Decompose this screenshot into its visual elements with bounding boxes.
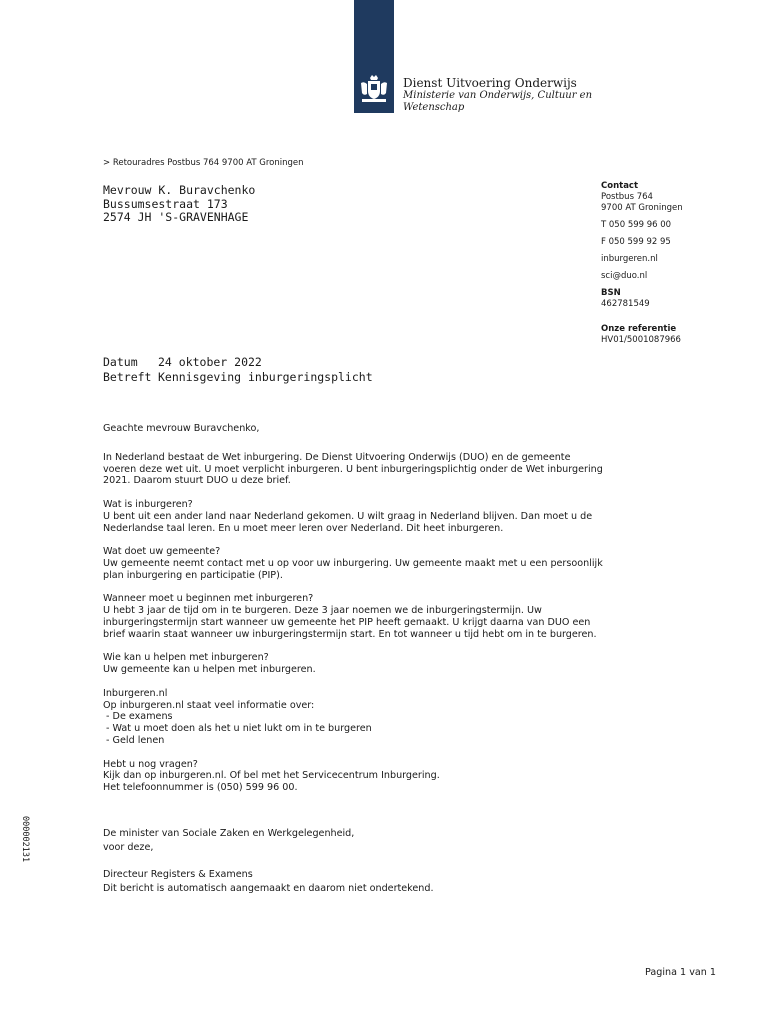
section-text-when: U hebt 3 jaar de tijd om in te burgeren. Deze 3 jaar noemen we de inburgeringstermijn. Uw inburgeringstermijn start wanneer uw gemeente het PIP heeft gemaakt. U krijgt daarna van DUO een brief waarin staat wanneer uw inburgeringstermijn start. En tot wanneer u tijd hebt om in te burgeren. — [103, 605, 597, 640]
ministry-name-line2: Wetenschap — [403, 102, 465, 113]
section-text-questions-line1: Kijk dan op inburgeren.nl. Of bel met het Servicecentrum Inburgering. — [103, 770, 440, 782]
contact-heading: Contact — [601, 181, 639, 191]
closing-line-notice: Dit bericht is automatisch aangemaakt en daarom niet ondertekend. — [103, 882, 434, 894]
section-text-inburgeren-nl: Op inburgeren.nl staat veel informatie over: — [103, 699, 315, 711]
contact-website-link[interactable]: inburgeren.nl — [601, 254, 658, 264]
royal-crest-icon — [358, 74, 390, 104]
org-name: Dienst Uitvoering Onderwijs — [403, 76, 577, 90]
section-heading-questions: Hebt u nog vragen? — [103, 758, 198, 770]
closing-line-minister: De minister van Sociale Zaken en Werkgelegenheid, — [103, 828, 355, 839]
section-text-what-is: U bent uit een ander land naar Nederland gekomen. U wilt graag in Nederland blijven. Dan moet u de Nederlandse taal leren. En u moet meer leren over Nederland. Dit heet inburgeren. — [103, 510, 593, 534]
contact-postal-city: 9700 AT Groningen — [601, 203, 683, 213]
section-text-questions-line2: Het telefoonnummer is (050) 599 96 00. — [103, 782, 298, 794]
bsn-label: BSN — [601, 288, 621, 298]
closing-line-director: Directeur Registers & Examens — [103, 869, 253, 880]
page-number: Pagina 1 van 1 — [645, 967, 716, 978]
section-heading-municipality: Wat doet uw gemeente? — [103, 546, 221, 558]
section-heading-inburgeren-nl: Inburgeren.nl — [103, 687, 168, 699]
letter-body — [103, 423, 603, 794]
recipient-name: Mevrouw K. Buravchenko — [103, 183, 256, 197]
section-heading-when: Wanneer moet u beginnen met inburgeren? — [103, 593, 314, 605]
contact-sidebar — [601, 181, 751, 346]
contact-phone: T 050 599 96 00 — [601, 220, 672, 230]
section-heading-who-helps: Wie kan u helpen met inburgeren? — [103, 652, 269, 664]
intro-paragraph: In Nederland bestaat de Wet inburgering. De Dienst Uitvoering Onderwijs (DUO) en de gemeente voeren deze wet uit. U moet verplicht inburgeren. U bent inburgeringsplichtig onder de Wet inburgering 2021. Daarom stuurt DUO u deze brief. — [103, 451, 603, 487]
recipient-address — [103, 184, 255, 225]
list-item: - De examens — [103, 711, 173, 723]
document-side-code: 000002131 — [20, 816, 30, 863]
logo-text — [403, 77, 592, 114]
letter-meta — [103, 355, 373, 385]
subject-value: Kennisgeving inburgeringsplicht — [158, 370, 373, 384]
recipient-city: 2574 JH 'S-GRAVENHAGE — [103, 210, 249, 224]
list-item: - Wat u moet doen als het u niet lukt om in te burgeren — [103, 723, 372, 735]
bsn-value: 462781549 — [601, 299, 650, 309]
date-row — [103, 355, 373, 370]
contact-postbus: Postbus 764 — [601, 192, 653, 202]
section-heading-what-is: Wat is inburgeren? — [103, 498, 193, 510]
return-address: > Retouradres Postbus 764 9700 AT Groningen — [103, 158, 304, 168]
date-label: Datum — [103, 355, 138, 369]
letter-closing — [103, 827, 603, 895]
info-list — [103, 711, 603, 746]
section-text-who-helps: Uw gemeente kan u helpen met inburgeren. — [103, 664, 316, 676]
subject-row — [103, 370, 373, 385]
date-value: 24 oktober 2022 — [158, 355, 262, 369]
salutation: Geachte mevrouw Buravchenko, — [103, 423, 260, 434]
contact-email-link[interactable]: sci@duo.nl — [601, 271, 648, 281]
subject-label: Betreft — [103, 370, 152, 384]
list-item: - Geld lenen — [103, 734, 165, 746]
ministry-name-line1: Ministerie van Onderwijs, Cultuur en — [403, 90, 593, 101]
recipient-street: Bussumsestraat 173 — [103, 196, 228, 211]
contact-fax: F 050 599 92 95 — [601, 237, 671, 247]
section-text-municipality: Uw gemeente neemt contact met u op voor uw inburgering. Uw gemeente maakt met u een persoonlijk plan inburgering en participatie (PIP). — [103, 557, 603, 581]
logo-bar — [354, 0, 394, 113]
reference-label: Onze referentie — [601, 324, 677, 334]
reference-value: HV01/5001087966 — [601, 335, 681, 345]
closing-line-for: voor deze, — [103, 841, 154, 853]
